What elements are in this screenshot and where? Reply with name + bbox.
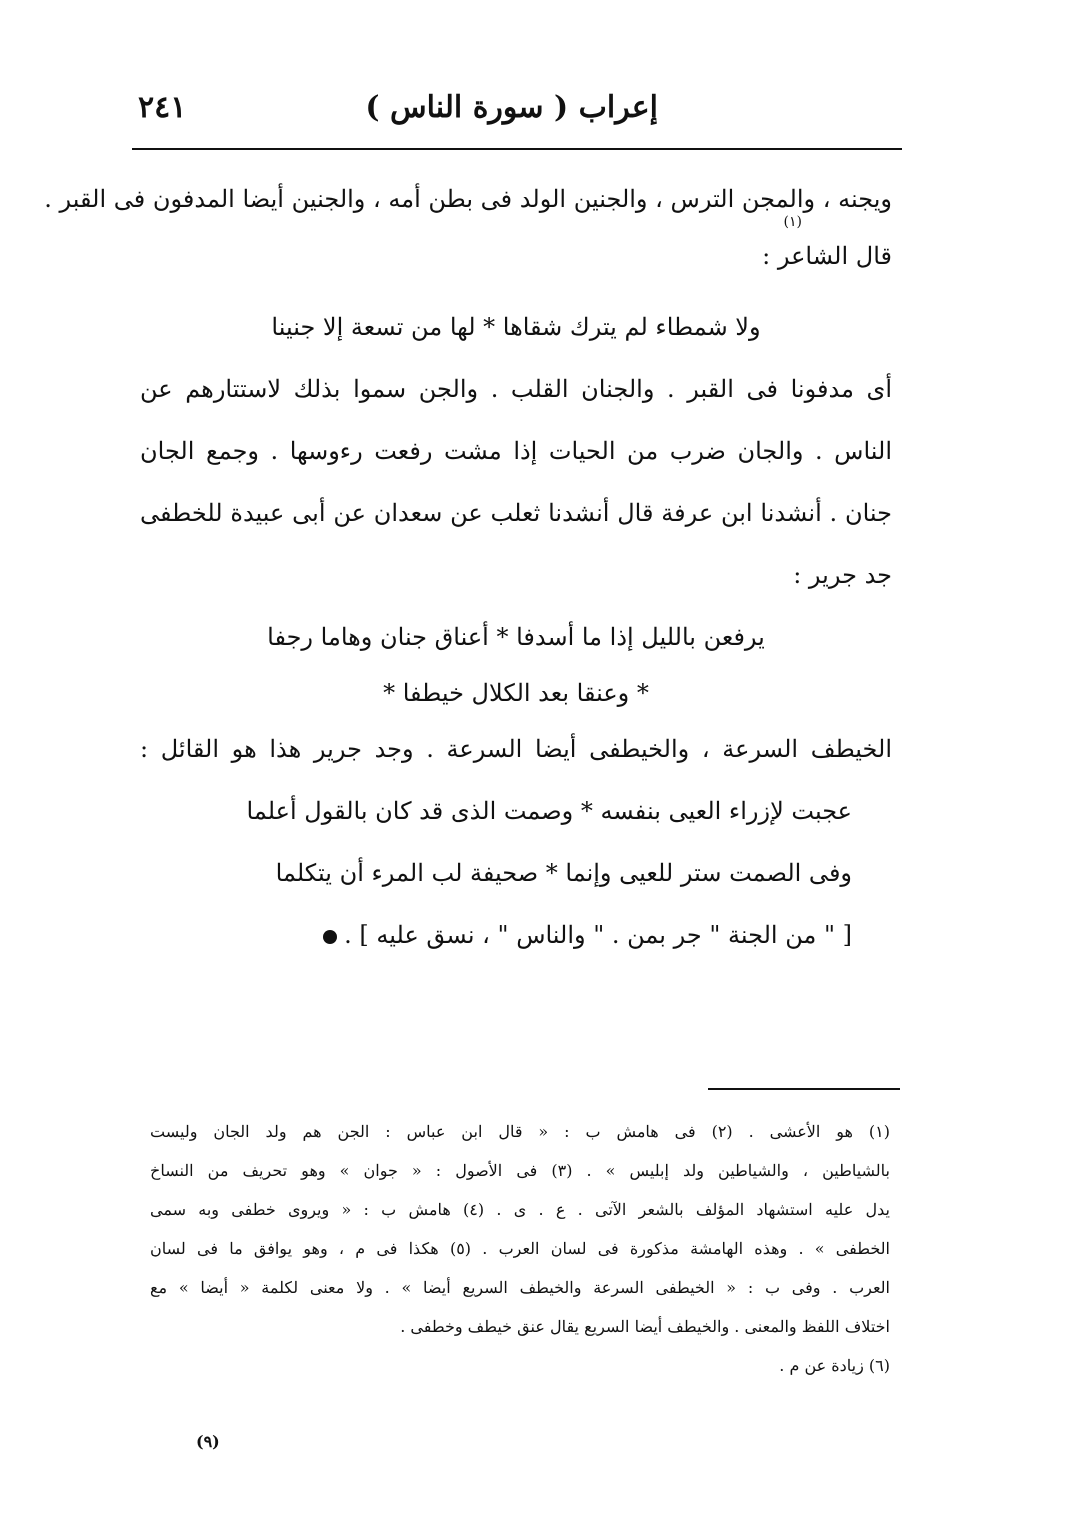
- text-line: جنان . أنشدنا ابن عرفة قال أنشدنا ثعلب عن سعدان عن أبى عبيدة للخطفى: [140, 499, 892, 527]
- footnote-rule: [708, 1088, 900, 1090]
- text-line: أى مدفونا فى القبر . والجنان القلب . والجن سموا بذلك لاستتارهم عن: [140, 375, 892, 403]
- footnote-line: العرب . وفى ب : « الخيطفى السرعة والخيطف السريع أيضا » . ولا معنى لكلمة « أيضا » مع: [150, 1278, 891, 1297]
- header-rule: [132, 148, 902, 150]
- bullet-dot-icon: [323, 930, 337, 944]
- footnote-marker: (١): [783, 214, 802, 230]
- grammar-note-line: [140, 904, 892, 966]
- grammar-note-text: [ " من الجنة " جر بمن . " والناس " ، نسق عليه ] .: [344, 921, 852, 949]
- footnote-line: (٦) زيادة عن م .: [779, 1356, 890, 1375]
- verse-line: يرفعن بالليل إذا ما أسدفا * أعناق جنان وهاما رجفا: [267, 623, 765, 651]
- text-line: جد جرير :: [793, 561, 892, 589]
- page-number: ٢٤١: [138, 90, 187, 125]
- verse-line: عجبت لإزراء العيى بنفسه * وصمت الذى قد كان بالقول أعلما: [246, 797, 852, 825]
- footnote-line: اختلاف اللفظ والمعنى . والخيطف أيضا السريع يقال عنق خيطف وخطفى .: [400, 1317, 890, 1336]
- text-line: قال الشاعر :: [762, 242, 892, 270]
- running-title: إعراب ( سورة الناس ): [365, 90, 658, 125]
- footnote-line: (١) هو الأعشى . (٢) فى هامش ب : « قال ابن عباس : الجن هم ولد الجان وليست: [150, 1122, 891, 1141]
- footnote-line: الخطفى » . وهذه الهامشة مذكورة فى لسان العرب . (٥) هكذا فى م ، وهو يوافق ما فى لسان: [150, 1239, 890, 1258]
- text-line: الخيطف السرعة ، والخيطفى أيضا السرعة . وجد جرير هذا هو القائل :: [140, 735, 892, 763]
- footnote-line: يدل عليه استشهاد المؤلف بالشعر الآتى . ع . ى . (٤) هامش ب : « ويروى خطفى وبه سمى: [150, 1200, 890, 1219]
- footnote-line: بالشياطين ، والشياطين ولد إبليس » . (٣) فى الأصول : « جوان » وهو تحريف من النساخ: [150, 1161, 890, 1180]
- verse-line: وفى الصمت ستر للعيى وإنما * صحيفة لب المرء أن يتكلما: [275, 859, 852, 887]
- verse-line: * وعنقا بعد الكلال خيطفا *: [383, 679, 649, 707]
- text-line: الناس . والجان ضرب من الحيات إذا مشت رفعت رءوسها . وجمع الجان: [140, 437, 892, 465]
- signature-mark: (٩): [196, 1432, 220, 1451]
- footnotes: [150, 1112, 890, 1385]
- page-header: [138, 84, 898, 140]
- verse-line: ولا شمطاء لم يترك شقاها * لها من تسعة إلا جنينا: [271, 313, 761, 341]
- main-text: [44, 168, 892, 966]
- text-line: ويجنه ، والمجن الترس ، والجنين الولد فى بطن أمه ، والجنين أيضا المدفون فى القبر .: [44, 185, 892, 213]
